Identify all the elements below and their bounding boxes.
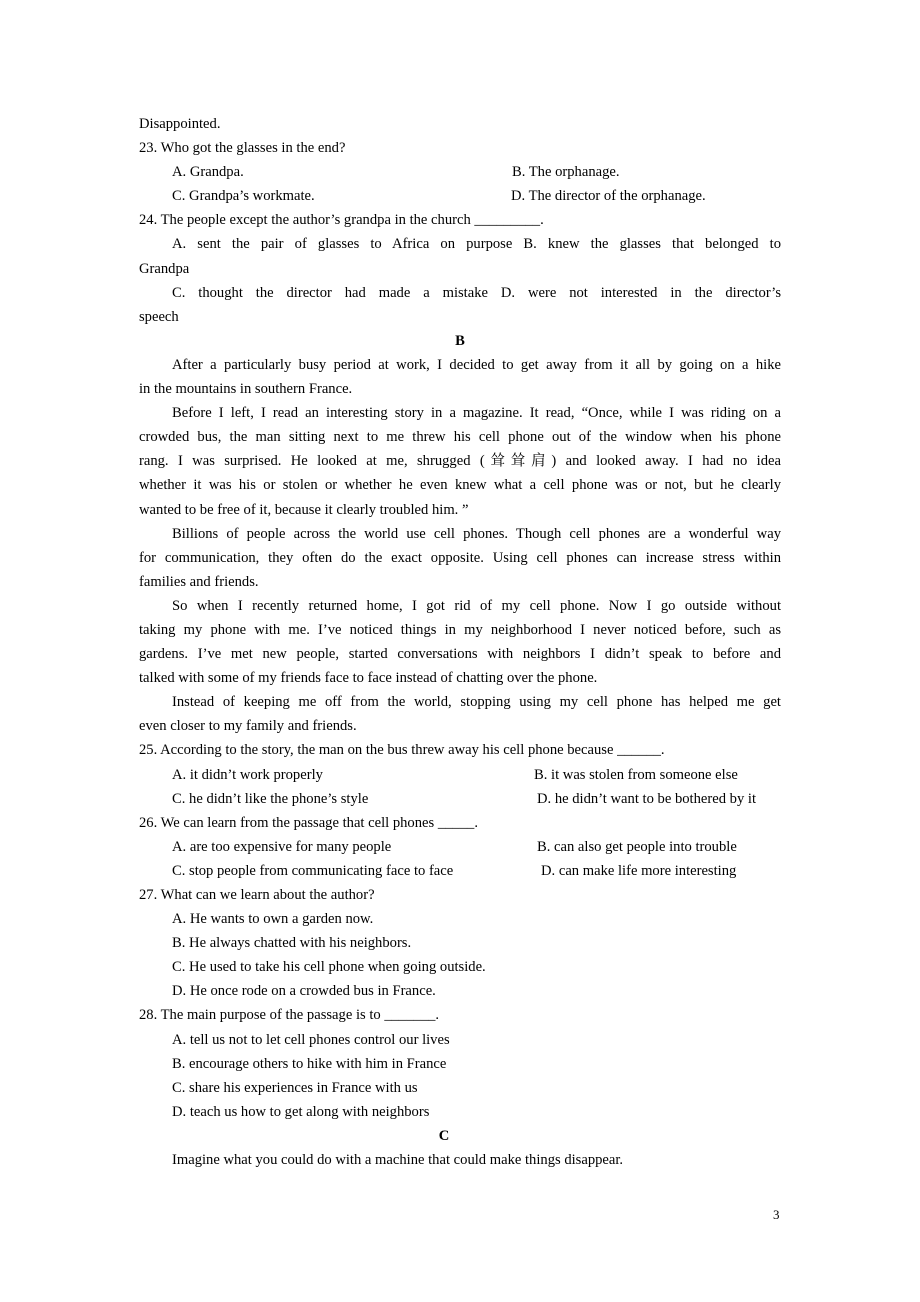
page-number: 3 [773,1207,780,1222]
text-line: Instead of keeping me off from the world, stopping using my cell phone has helped me get [172,694,781,711]
question-23-stem: 23. Who got the glasses in the end? [139,140,346,157]
q23-option-b: B. The orphanage. [512,164,620,181]
text-line: After a particularly busy period at work, I decided to get away from it all by going on a hike [172,356,781,373]
text-line: taking my phone with me. I’ve noticed things in my neighborhood I never noticed before, such as [139,621,781,638]
section-c-heading-row [139,1124,781,1148]
section-b-paragraph-3 [139,522,781,594]
q28-option-b: B. encourage others to hike with him in France [172,1055,447,1072]
q23-option-d: D. The director of the orphanage. [511,188,706,205]
question-26-stem: 26. We can learn from the passage that cell phones _____. [139,814,478,831]
q26-option-c: C. stop people from communicating face to face [172,862,454,879]
question-26-options-ab [139,835,781,859]
section-b-paragraph-5 [139,690,781,738]
q26-option-d: D. can make life more interesting [541,862,737,879]
text-line: families and friends. [139,573,259,590]
q28-option-c: C. share his experiences in France with us [172,1079,418,1096]
section-b-paragraph-2 [139,401,781,521]
text-line: wanted to be free of it, because it clearly troubled him. ” [139,501,469,518]
q24-options-cd-line2: speech [139,308,179,325]
q25-option-a: A. it didn’t work properly [172,766,323,783]
question-28-stem: 28. The main purpose of the passage is to _______. [139,1007,440,1024]
text-line: Before I left, I read an interesting story in a magazine. It read, “Once, while I was riding on a [172,405,781,422]
previous-answer-tail: Disappointed. [139,116,221,132]
text-line: for communication, they often do the exact opposite. Using cell phones can increase stress within [139,549,781,566]
q25-option-d: D. he didn’t want to be bothered by it [537,790,756,807]
text-line: in the mountains in southern France. [139,381,353,398]
question-26-options-cd [139,859,781,883]
q26-option-a: A. are too expensive for many people [172,838,392,855]
question-25-stem: 25. According to the story, the man on the bus threw away his cell phone because ______. [139,742,665,759]
q25-option-c: C. he didn’t like the phone’s style [172,790,369,807]
q23-option-c: C. Grandpa’s workmate. [172,188,315,205]
section-c-heading: C [438,1127,450,1144]
q28-option-a: A. tell us not to let cell phones control our lives [172,1031,450,1048]
question-27-stem: 27. What can we learn about the author? [139,887,375,903]
q26-option-b: B. can also get people into trouble [537,838,737,855]
text-line: So when I recently returned home, I got rid of my cell phone. Now I go outside without [172,597,781,614]
section-c-paragraph-1: Imagine what you could do with a machine that could make things disappear. [172,1152,624,1169]
text-line: talked with some of my friends face to face instead of chatting over the phone. [139,670,598,687]
question-25-options-ab [139,763,781,787]
q27-option-b: B. He always chatted with his neighbors. [172,935,412,952]
section-b-paragraph-4 [139,594,781,690]
q24-options-ab-line2: Grandpa [139,260,190,277]
q27-option-a: A. He wants to own a garden now. [172,911,374,928]
text-line: whether it was his or stolen or whether he even knew what a cell phone was or not, but he clearly [139,477,781,494]
question-23-options-cd [139,184,781,208]
section-b-heading: B [455,332,465,349]
q24-options-ab-line1: A. sent the pair of glasses to Africa on purpose B. knew the glasses that belonged to [172,236,781,253]
text-line: gardens. I’ve met new people, started conversations with neighbors I didn’t speak to before and [139,646,781,663]
text-line: crowded bus, the man sitting next to me threw his cell phone out of the window when his phone [139,429,781,446]
q24-options-cd-line1: C. thought the director had made a mistake D. were not interested in the director’s [172,284,781,301]
question-23-options-ab [139,160,781,184]
section-b-paragraph-1 [139,353,781,401]
q27-option-c: C. He used to take his cell phone when going outside. [172,959,486,976]
question-25-options-cd [139,787,781,811]
q25-option-b: B. it was stolen from someone else [534,766,738,783]
q23-option-a: A. Grandpa. [172,164,244,181]
text-line: rang. I was surprised. He looked at me, shrugged (耸耸肩) and looked away. I had no idea [139,453,781,470]
page-content [139,112,781,1172]
q28-option-d: D. teach us how to get along with neighbors [172,1103,430,1120]
q27-option-d: D. He once rode on a crowded bus in France. [172,983,436,1000]
text-line: Billions of people across the world use cell phones. Though cell phones are a wonderful way [172,525,781,542]
text-line: even closer to my family and friends. [139,718,357,735]
question-24-stem: 24. The people except the author’s grandpa in the church _________. [139,212,544,229]
